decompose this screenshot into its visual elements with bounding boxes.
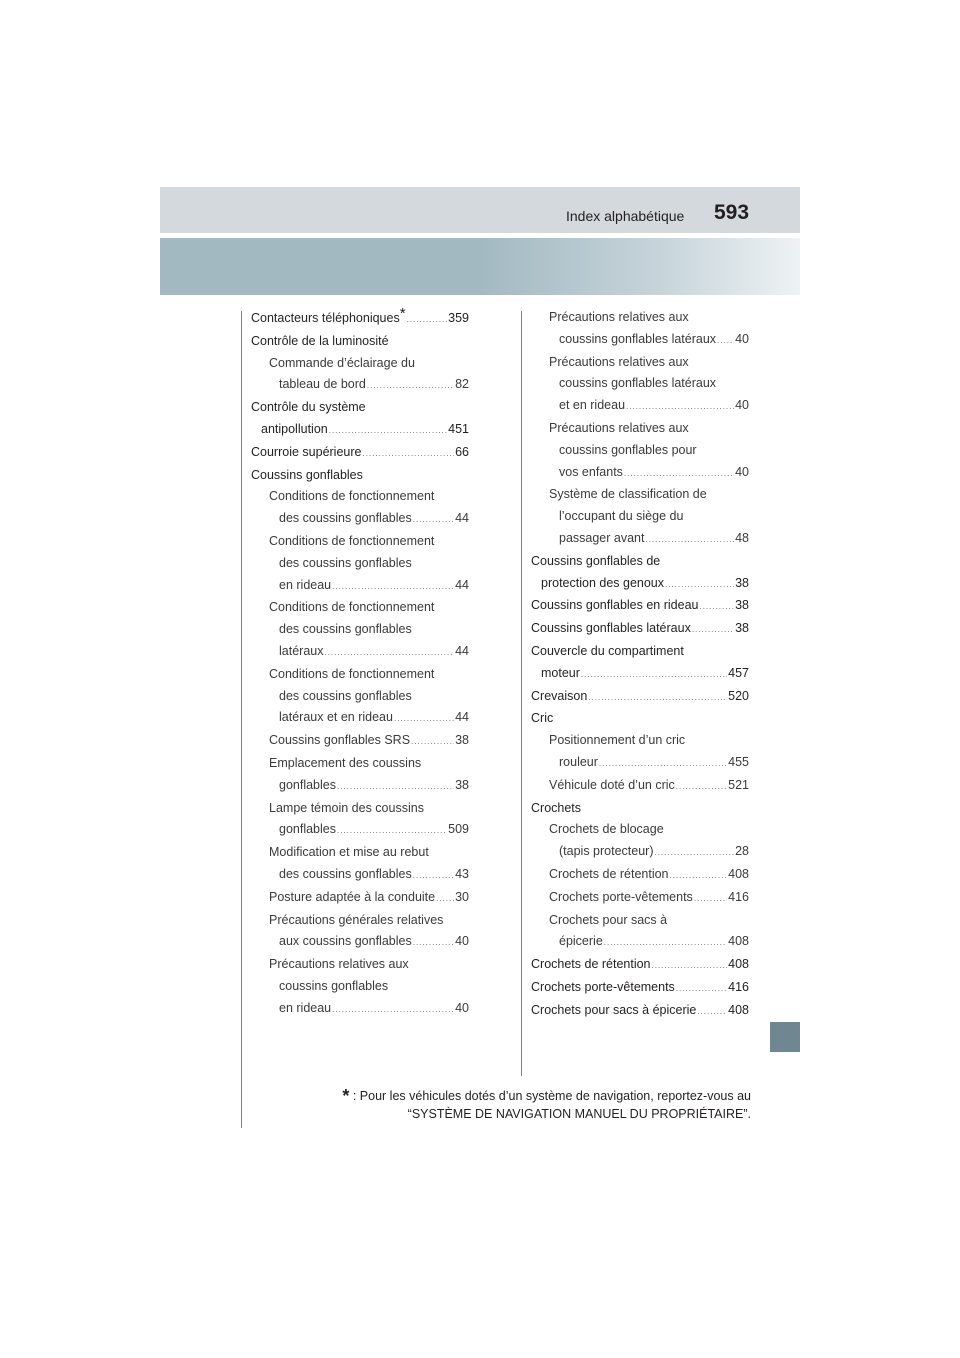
index-entry-text: Crochets de rétention [549, 866, 669, 881]
index-entry-page: 38 [735, 621, 749, 636]
index-entry-text: Véhicule doté d’un cric [549, 777, 675, 792]
index-entry-page: 457 [728, 665, 749, 680]
header-bar [160, 187, 800, 233]
index-entry-page: 66 [455, 444, 469, 459]
leader-dots [337, 776, 454, 798]
index-entry [251, 664, 469, 686]
section-banner [160, 238, 800, 295]
index-column-right [531, 307, 749, 1023]
leader-dots [624, 463, 734, 485]
index-entry-text: et en rideau [559, 398, 626, 413]
index-entry [251, 842, 469, 864]
index-entry-text: Précautions relatives aux [549, 354, 689, 369]
index-entry-text: Conditions de fonctionnement [269, 533, 435, 548]
index-entry-text: Courroie supérieure [251, 444, 362, 459]
footnote-line-1: : Pour les véhicules dotés d’un système de navigation, reportez-vous au [352, 1089, 751, 1103]
index-entry-page: 30 [455, 889, 469, 904]
leader-dots [332, 999, 454, 1021]
leader-dots [436, 888, 454, 910]
index-entry [251, 976, 469, 998]
index-entry [531, 1000, 749, 1023]
index-entry-text: Contacteurs téléphoniques [251, 311, 400, 325]
index-entry [531, 329, 749, 352]
leader-dots [717, 330, 734, 352]
index-entry-text: Système de classification de [549, 487, 707, 502]
index-entry-page: 408 [728, 1002, 749, 1017]
index-entry [251, 465, 469, 487]
index-entry-text: Coussins gonflables [251, 467, 363, 482]
index-entry-text: Cric [531, 711, 554, 726]
index-entry-page: 408 [728, 957, 749, 972]
index-entry-page: 44 [455, 643, 469, 658]
leader-dots [699, 596, 734, 618]
leader-dots [367, 375, 454, 397]
index-entry-text: Positionnement d’un cric [549, 733, 686, 748]
index-entry [531, 641, 749, 663]
footnote-star: * [342, 1086, 350, 1106]
index-entry-text: Précautions relatives aux [549, 310, 689, 324]
index-entry [251, 798, 469, 820]
leader-dots [324, 642, 454, 664]
footnote-star-marker: * [399, 305, 406, 322]
left-margin-rule [241, 311, 242, 1128]
index-entry-text: Posture adaptée à la conduite [269, 889, 436, 904]
index-entry-page: 44 [455, 511, 469, 526]
index-entry-text: Crochets pour sacs à épicerie [531, 1002, 697, 1017]
index-entry-page: 416 [728, 889, 749, 904]
leader-dots [645, 529, 734, 551]
index-entry [251, 641, 469, 664]
page-number: 593 [714, 201, 750, 224]
index-entry-page: 520 [728, 688, 749, 703]
index-entry [251, 331, 469, 353]
index-entry [251, 508, 469, 531]
index-entry-text: épicerie [559, 934, 603, 949]
index-entry-text: en rideau [279, 1000, 332, 1015]
index-entry [531, 931, 749, 954]
index-entry-text: moteur [541, 665, 580, 680]
index-entry-text: Coussins gonflables SRS [269, 733, 411, 748]
index-entry-page: 28 [735, 844, 749, 859]
index-entry-page: 38 [735, 598, 749, 613]
index-entry [531, 573, 749, 596]
index-entry [531, 686, 749, 709]
leader-dots [697, 1001, 727, 1023]
index-entry-text: gonflables [279, 822, 336, 837]
leader-dots [362, 443, 454, 465]
index-entry-text: antipollution [261, 421, 328, 436]
index-entry-text: en rideau [279, 577, 332, 592]
index-entry [251, 353, 469, 375]
index-entry [531, 440, 749, 462]
page-title: Index alphabétique [566, 208, 685, 224]
leader-dots [665, 574, 734, 596]
index-entry [251, 686, 469, 708]
index-entry-text: tableau de bord [279, 377, 366, 392]
index-entry [531, 395, 749, 418]
leader-dots [413, 932, 454, 954]
index-entry-text: coussins gonflables latéraux [559, 376, 717, 391]
index-entry [251, 864, 469, 887]
leader-dots [413, 509, 454, 531]
index-entry [531, 506, 749, 528]
index-entry [251, 307, 469, 331]
index-entry-page: 521 [728, 777, 749, 792]
index-entry [251, 619, 469, 641]
leader-dots [694, 888, 727, 910]
index-entry-text: vos enfants [559, 464, 623, 479]
index-entry [531, 841, 749, 864]
index-entry-text: latéraux et en rideau [279, 710, 393, 725]
footnote-line-2: “SYSTÈME DE NAVIGATION MANUEL DU PROPRIÉTAIRE”. [407, 1107, 751, 1121]
index-entry-page: 408 [728, 866, 749, 881]
index-entry-text: coussins gonflables latéraux [559, 331, 717, 346]
index-entry-text: des coussins gonflables [279, 511, 412, 526]
leader-dots [652, 955, 728, 977]
index-entry [251, 597, 469, 619]
leader-dots [588, 687, 727, 709]
index-entry-page: 44 [455, 577, 469, 592]
index-entry [251, 887, 469, 910]
index-entry-text: Crochets porte-vêtements [531, 979, 675, 994]
index-entry-text: Précautions générales relatives [269, 912, 444, 927]
index-entry [251, 775, 469, 798]
index-entry-page: 40 [735, 331, 749, 346]
index-entry-page: 416 [728, 979, 749, 994]
index-entry [251, 374, 469, 397]
index-entry [531, 798, 749, 820]
leader-dots [581, 664, 727, 686]
index-entry-text: protection des genoux [541, 575, 665, 590]
index-entry-text: coussins gonflables [279, 978, 389, 993]
index-entry-text: Conditions de fonctionnement [269, 666, 435, 681]
leader-dots [654, 842, 734, 864]
index-entry-page: 40 [455, 1000, 469, 1015]
leader-dots [411, 731, 454, 753]
index-entry-text: des coussins gonflables [279, 555, 412, 570]
index-entry [531, 618, 749, 641]
index-entry-text: Précautions relatives aux [269, 957, 409, 972]
index-entry-text: (tapis protecteur) [559, 844, 654, 859]
index-entry [531, 887, 749, 910]
index-entry-text: Précautions relatives aux [549, 420, 689, 435]
index-entry [251, 819, 469, 842]
index-entry [531, 484, 749, 506]
index-entry [251, 442, 469, 465]
index-entry [251, 486, 469, 508]
index-entry-page: 38 [455, 777, 469, 792]
index-entry [531, 910, 749, 932]
index-entry [531, 551, 749, 573]
index-entry [531, 373, 749, 395]
index-entry [251, 397, 469, 419]
index-entry-text: Contrôle de la luminosité [251, 333, 389, 348]
index-entry-text: Crevaison [531, 688, 588, 703]
index-entry-text: des coussins gonflables [279, 866, 412, 881]
index-entry-text: Crochets de rétention [531, 957, 651, 972]
index-entry-page: 455 [728, 754, 749, 769]
index-entry-text: Conditions de fonctionnement [269, 600, 435, 615]
index-entry-page: 40 [455, 934, 469, 949]
index-entry-text: Crochets de blocage [549, 822, 664, 837]
index-entry-text: l’occupant du siège du [559, 509, 684, 524]
index-entry-text: Commande d’éclairage du [269, 355, 415, 370]
leader-dots [407, 309, 448, 331]
index-entry-text: Couvercle du compartiment [531, 643, 684, 658]
index-entry-text: Modification et mise au rebut [269, 845, 429, 860]
index-entry-text: passager avant [559, 530, 645, 545]
index-entry-page: 40 [735, 464, 749, 479]
index-entry [251, 931, 469, 954]
index-entry [251, 531, 469, 553]
index-entry [531, 977, 749, 1000]
index-entry [251, 575, 469, 598]
index-entry [251, 910, 469, 932]
index-entry-text: Crochets porte-vêtements [549, 889, 693, 904]
leader-dots [599, 753, 727, 775]
index-entry [531, 595, 749, 618]
leader-dots [332, 576, 454, 598]
index-entry [251, 419, 469, 442]
index-entry-page: 359 [448, 311, 469, 325]
index-entry-page: 38 [455, 733, 469, 748]
leader-dots [604, 932, 727, 954]
index-entry-text: des coussins gonflables [279, 688, 412, 703]
index-entry [251, 553, 469, 575]
index-entry-page: 451 [448, 421, 469, 436]
index-entry-text: Contrôle du système [251, 400, 366, 415]
index-entry-text: Coussins gonflables latéraux [531, 621, 691, 636]
leader-dots [394, 708, 454, 730]
leader-dots [676, 978, 727, 1000]
index-entry-text: Emplacement des coussins [269, 755, 422, 770]
index-entry-page: 408 [728, 934, 749, 949]
index-entry-page: 82 [455, 377, 469, 392]
index-entry-text: Coussins gonflables en rideau [531, 598, 699, 613]
leader-dots [413, 865, 454, 887]
index-entry-text: Crochets [531, 800, 582, 815]
index-entry [251, 730, 469, 753]
index-entry [531, 775, 749, 798]
index-entry-page: 509 [448, 822, 469, 837]
leader-dots [329, 420, 447, 442]
index-entry [531, 528, 749, 551]
index-entry-text: rouleur [559, 754, 598, 769]
index-entry-page: 40 [735, 398, 749, 413]
index-entry [531, 307, 749, 329]
column-divider [521, 311, 522, 1076]
index-entry [531, 663, 749, 686]
index-entry-text: Lampe témoin des coussins [269, 800, 424, 815]
leader-dots [676, 776, 727, 798]
index-entry [531, 352, 749, 374]
index-entry-page: 38 [735, 575, 749, 590]
index-entry-text: Conditions de fonctionnement [269, 489, 435, 504]
index-entry [251, 998, 469, 1021]
index-entry-text: latéraux [279, 643, 324, 658]
index-entry [531, 730, 749, 752]
index-entry [531, 462, 749, 485]
index-entry [531, 708, 749, 730]
index-column-left [251, 307, 469, 1021]
leader-dots [626, 396, 734, 418]
index-entry-text: aux coussins gonflables [279, 934, 412, 949]
leader-dots [692, 619, 734, 641]
leader-dots [670, 865, 728, 887]
index-entry-text: Crochets pour sacs à [549, 912, 668, 927]
index-entry [251, 753, 469, 775]
index-entry [531, 752, 749, 775]
section-tab [770, 1022, 800, 1052]
index-entry-page: 48 [735, 530, 749, 545]
index-entry [531, 954, 749, 977]
index-entry-page: 43 [455, 866, 469, 881]
index-entry [531, 418, 749, 440]
index-entry [531, 819, 749, 841]
index-entry-text: Coussins gonflables de [531, 553, 661, 568]
index-entry-text: coussins gonflables pour [559, 442, 697, 457]
index-entry-page: 44 [455, 710, 469, 725]
leader-dots [337, 820, 447, 842]
index-entry-text: gonflables [279, 777, 336, 792]
index-entry [251, 954, 469, 976]
index-entry-text: des coussins gonflables [279, 622, 412, 637]
index-entry [531, 864, 749, 887]
index-entry [251, 707, 469, 730]
footnote [342, 1085, 751, 1123]
